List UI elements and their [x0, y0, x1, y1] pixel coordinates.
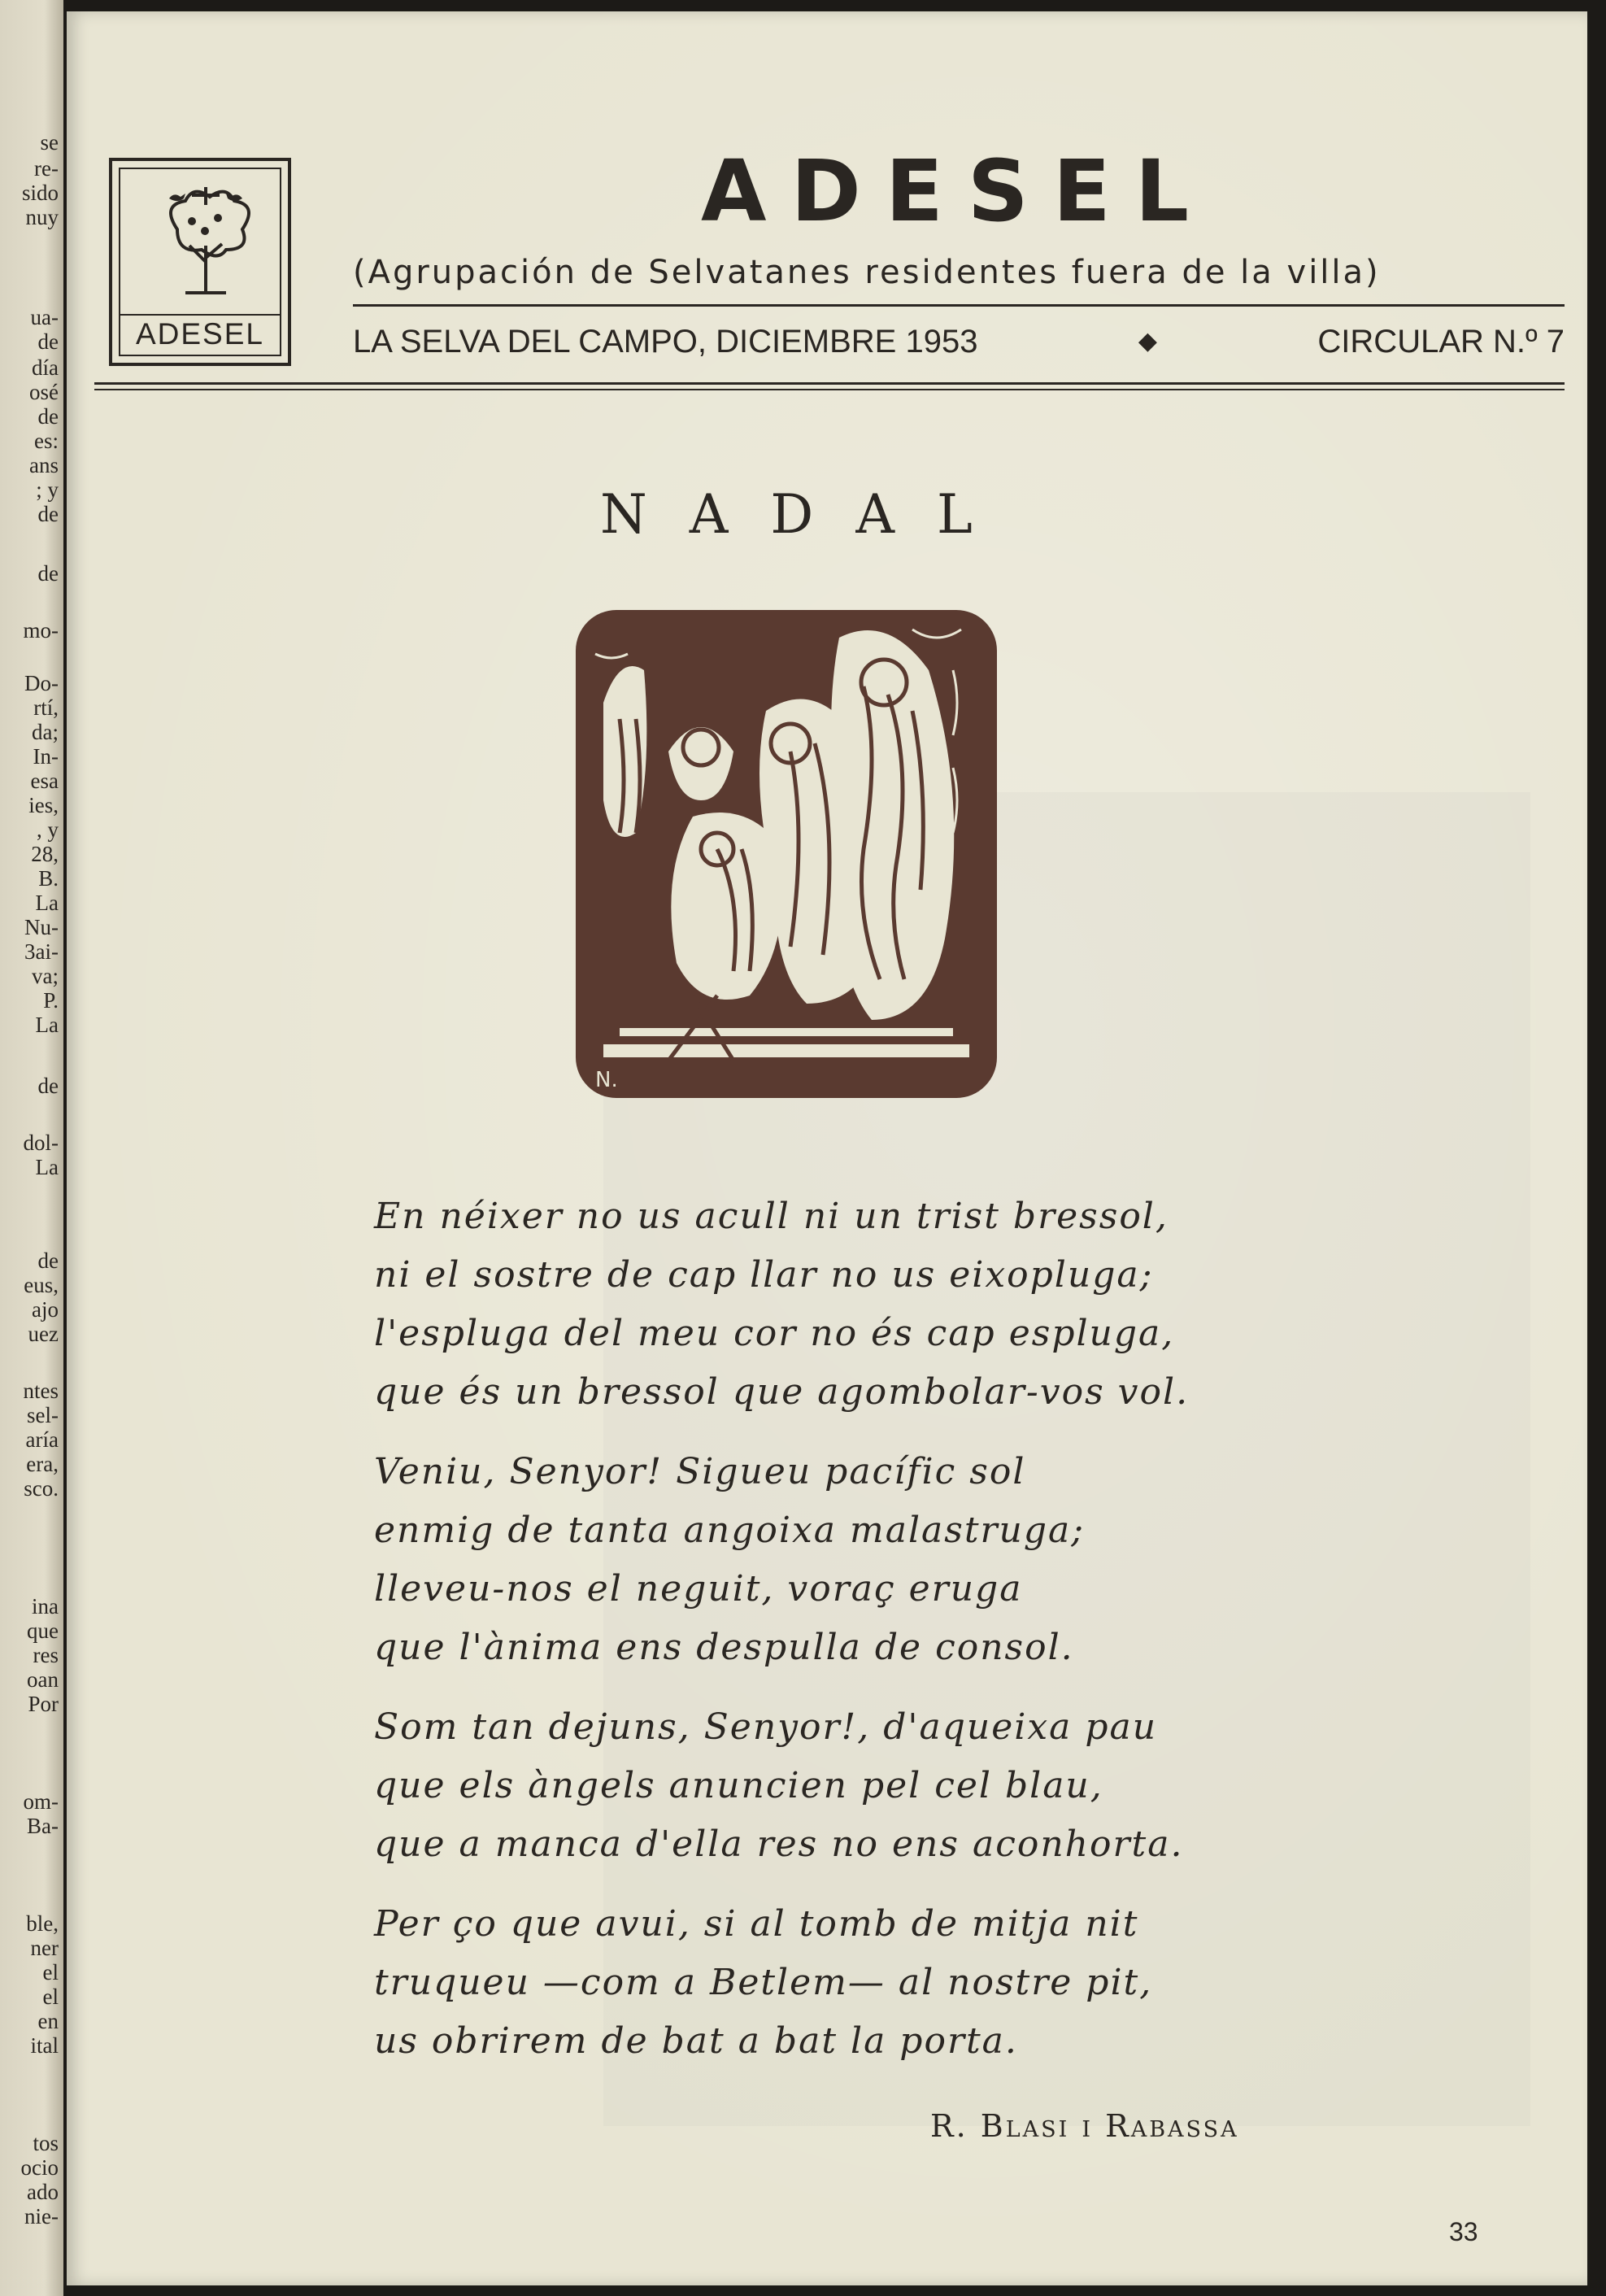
poem	[374, 1187, 1189, 2092]
previous-page-fragment: el	[42, 1960, 59, 1984]
poem-heading: NADAL	[600, 483, 1015, 546]
previous-page-fragment: Nu-	[24, 915, 59, 939]
previous-page-fragment: oan	[27, 1667, 59, 1692]
verse-line: que és un bressol que agombolar-vos vol.	[374, 1371, 1190, 1413]
previous-page-fragment: ner	[30, 1936, 59, 1960]
verse-line: Veniu, Senyor! Sigueu pacífic sol	[374, 1451, 1026, 1492]
previous-page-fragment: 28,	[31, 842, 59, 866]
previous-page-fragment: se	[40, 130, 59, 155]
stanza	[374, 1443, 1189, 1677]
previous-page-fragment: 3ai-	[24, 939, 59, 964]
previous-page-fragment: ado	[27, 2180, 59, 2204]
previous-page-fragment: sel-	[27, 1403, 59, 1427]
masthead-rule	[353, 304, 1565, 307]
previous-page-fragment: re-	[34, 156, 59, 181]
previous-page-fragment: Por	[28, 1692, 59, 1716]
previous-page-fragment: ital	[30, 2033, 59, 2058]
previous-page-fragment: de	[37, 329, 59, 354]
masthead-subtitle: (Agrupación de Selvatanes residentes fuera de la villa)	[353, 254, 1381, 291]
previous-page-fragment: ocio	[20, 2155, 59, 2180]
stanza	[374, 1187, 1189, 1422]
previous-page-fragment: es:	[34, 429, 59, 453]
previous-page-fragment: el	[42, 1984, 59, 2009]
verse-line: truqueu —com a Betlem— al nostre pit,	[374, 1962, 1153, 2003]
stanza	[374, 1698, 1189, 1874]
diamond-separator-icon: ◆	[1138, 328, 1157, 355]
previous-page-fragment: Do-	[24, 671, 59, 695]
previous-page-fragment: ans	[29, 453, 59, 477]
previous-page-fragment: de	[37, 502, 59, 526]
previous-page-fragment: eus,	[24, 1273, 59, 1297]
logo-frame	[119, 168, 281, 356]
previous-page-fragment: en	[37, 2009, 59, 2033]
verse-line: que l'ànima ens despulla de consol.	[374, 1627, 1074, 1668]
previous-page-fragment: va;	[32, 964, 59, 988]
stanza	[374, 1895, 1189, 2071]
verse-line: En néixer no us acull ni un trist bressol,	[374, 1196, 1169, 1237]
verse-line: Som tan dejuns, Senyor!, d'aqueixa pau	[374, 1706, 1158, 1748]
previous-page-fragment: que	[27, 1619, 59, 1643]
adesel-logo	[109, 158, 291, 366]
previous-page-fragment: ntes	[23, 1379, 59, 1403]
previous-page-fragment: ies,	[28, 793, 59, 817]
previous-page-fragment: ina	[32, 1594, 59, 1619]
previous-page-fragment: ua-	[30, 305, 59, 329]
previous-page-fragment: osé	[29, 380, 59, 404]
previous-page-fragment: Ba-	[27, 1814, 59, 1838]
place-date: LA SELVA DEL CAMPO, DICIEMBRE 1953	[353, 324, 978, 359]
verse-line: l'espluga del meu cor no és cap espluga,	[374, 1313, 1175, 1354]
previous-page-fragment: om-	[23, 1789, 59, 1814]
issue-line	[353, 324, 1565, 360]
verse-line: lleveu-nos el neguit, voraç eruga	[374, 1568, 1023, 1610]
previous-page-fragment: tos	[33, 2131, 59, 2155]
previous-page-fragment: In-	[33, 744, 59, 769]
previous-page-fragment: aría	[25, 1427, 59, 1452]
previous-page-fragment: de	[37, 404, 59, 429]
previous-page-fragment: nie-	[24, 2204, 59, 2228]
previous-page-fragment: nuy	[25, 205, 59, 229]
previous-page-fragment: esa	[30, 769, 59, 793]
previous-page-fragment: era,	[26, 1452, 59, 1476]
previous-page-fragment: La	[35, 1013, 59, 1037]
verse-line: que a manca d'ella res no ens aconhorta.	[374, 1823, 1184, 1865]
circular-number: CIRCULAR N.º 7	[1317, 324, 1565, 359]
previous-page-fragment: sco.	[24, 1476, 59, 1501]
previous-page-fragment: uez	[28, 1322, 59, 1346]
previous-page-fragment: rtí,	[33, 695, 59, 720]
previous-page-edge	[0, 0, 63, 2296]
verse-line: que els àngels anuncien pel cel blau,	[374, 1765, 1103, 1806]
previous-page-fragment: La	[35, 1155, 59, 1179]
previous-page-fragment: ble,	[26, 1911, 59, 1936]
logo-wordmark: ADESEL	[120, 314, 280, 353]
poem-author: R. Blasi i Rabassa	[930, 2108, 1239, 2144]
previous-page-fragment: mo-	[23, 618, 59, 643]
header-rule-bottom	[94, 389, 1565, 390]
page	[67, 11, 1587, 2285]
previous-page-fragment: dol-	[23, 1131, 59, 1155]
previous-page-fragment: ; y	[36, 477, 59, 502]
previous-page-fragment: de	[37, 1248, 59, 1273]
previous-page-fragment: , y	[37, 817, 59, 842]
nativity-woodcut	[571, 605, 1002, 1103]
tree-birds-icon	[153, 181, 259, 303]
previous-page-fragment: de	[37, 561, 59, 586]
masthead-title: ADESEL	[701, 142, 1214, 241]
verse-line: us obrirem de bat a bat la porta.	[374, 2020, 1018, 2062]
previous-page-fragment: B.	[38, 866, 59, 891]
previous-page-fragment: da;	[32, 720, 59, 744]
previous-page-fragment: sido	[21, 181, 59, 205]
verse-line: ni el sostre de cap llar no us eixopluga;	[374, 1254, 1154, 1296]
page-number: 33	[1449, 2217, 1478, 2246]
previous-page-fragment: de	[37, 1074, 59, 1098]
verse-line: enmig de tanta angoixa malastruga;	[374, 1510, 1086, 1551]
previous-page-fragment: ajo	[32, 1297, 59, 1322]
woodcut-signature: N.	[595, 1068, 618, 1092]
previous-page-fragment: res	[33, 1643, 59, 1667]
verse-line: Per ço que avui, si al tomb de mitja nit	[374, 1903, 1139, 1945]
previous-page-fragment: La	[35, 891, 59, 915]
previous-page-fragment: día	[32, 355, 59, 380]
previous-page-fragment: P.	[43, 988, 59, 1013]
header-rule-top	[94, 382, 1565, 385]
